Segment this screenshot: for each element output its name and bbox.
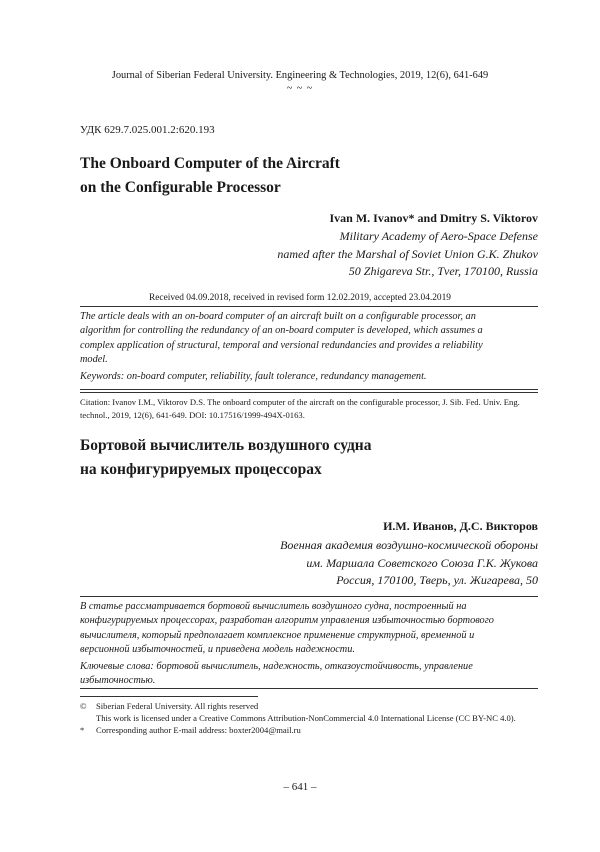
- udk-code: УДК 629.7.025.001.2:620.193: [80, 124, 215, 136]
- russian-title-line: на конфигурируемых процессорах: [80, 461, 322, 478]
- english-affiliation-line: named after the Marshal of Soviet Union G.K. Zhukov: [277, 246, 538, 261]
- english-affiliation-line: 50 Zhigareva Str., Tver, 170100, Russia: [348, 264, 538, 278]
- russian-affiliation: [280, 537, 538, 590]
- russian-title-line: Бортовой вычислитель воздушного судна: [80, 437, 372, 454]
- english-keywords: Keywords: on-board computer, reliability, fault tolerance, redundancy management.: [80, 371, 427, 382]
- russian-keywords-line: избыточностью.: [80, 675, 156, 686]
- english-abstract-line: model.: [80, 353, 108, 365]
- footnote-copyright: [80, 700, 550, 712]
- license-text: This work is licensed under a Creative Commons Attribution-NonCommercial 4.0 International License (CC BY-NC 4.0).: [96, 713, 516, 723]
- divider: [80, 392, 538, 393]
- english-affiliation: [277, 228, 538, 281]
- russian-authors: И.М. Иванов, Д.С. Викторов: [383, 519, 538, 533]
- russian-affiliation-line: им. Маршала Советского Союза Г.К. Жукова: [306, 555, 538, 570]
- citation: [80, 396, 538, 421]
- page-number: – 641 –: [283, 781, 317, 793]
- divider: [80, 306, 538, 307]
- russian-abstract-line: конфигурируемых процессорах, разработан алгоритм управления избыточностью бортового: [80, 615, 494, 627]
- russian-abstract-line: В статье рассматривается бортовой вычислитель воздушного судна, построенный на: [80, 601, 467, 612]
- corresponding-text: Corresponding author E-mail address: boxter2004@mail.ru: [96, 725, 301, 735]
- english-abstract-line: The article deals with an on-board computer of an aircraft built on a configurable processor, an: [80, 311, 476, 322]
- received-dates: Received 04.09.2018, received in revised form 12.02.2019, accepted 23.04.2019: [149, 293, 451, 303]
- divider: [80, 389, 538, 390]
- journal-header: Journal of Siberian Federal University. Engineering & Technologies, 2019, 12(6), 641-649: [111, 70, 489, 81]
- russian-keywords: [80, 660, 538, 688]
- russian-affiliation-line: Военная академия воздушно-космической обороны: [280, 538, 538, 552]
- copyright-mark: ©: [80, 701, 87, 711]
- citation-line: Citation: Ivanov I.M., Viktorov D.S. The onboard computer of the aircraft on the configurable processor, J. Sib. Fed. Univ. Eng.: [80, 397, 520, 407]
- russian-title: [80, 434, 372, 482]
- english-title-line: on the Configurable Processor: [80, 179, 281, 196]
- footnote-license: [80, 712, 550, 724]
- russian-abstract-line: версионной избыточностей, и приведена модель надежности.: [80, 643, 355, 655]
- russian-keywords-line: Ключевые слова: бортовой вычислитель, надежность, отказоустойчивость, управление: [80, 661, 473, 672]
- header-separator: ~ ~ ~: [286, 83, 314, 94]
- russian-affiliation-line: Россия, 170100, Тверь, ул. Жигарева, 50: [336, 573, 538, 587]
- english-title-line: The Onboard Computer of the Aircraft: [80, 155, 340, 172]
- english-affiliation-line: Military Academy of Aero-Space Defense: [339, 229, 538, 243]
- english-authors: Ivan M. Ivanov* and Dmitry S. Viktorov: [329, 211, 538, 225]
- divider: [80, 688, 538, 689]
- citation-line: technol., 2019, 12(6), 641-649. DOI: 10.17516/1999-494X-0163.: [80, 409, 305, 420]
- asterisk-mark: *: [80, 725, 85, 735]
- english-abstract-line: algorithm for controlling the redundancy of an on-board computer is developed, which assumes a: [80, 325, 483, 337]
- footnote-corresponding: [80, 724, 550, 736]
- footnote-divider: [80, 696, 258, 697]
- russian-abstract-line: вычислителя, который предполагает комплексное применение структурной, временной и: [80, 629, 475, 641]
- english-abstract: [80, 310, 538, 367]
- russian-abstract: [80, 600, 538, 657]
- english-title: [80, 152, 340, 200]
- divider: [80, 596, 538, 597]
- copyright-text: Siberian Federal University. All rights reserved: [96, 701, 259, 711]
- english-abstract-line: complex application of structural, temporal and versional redundancies and provides a reliability: [80, 339, 483, 351]
